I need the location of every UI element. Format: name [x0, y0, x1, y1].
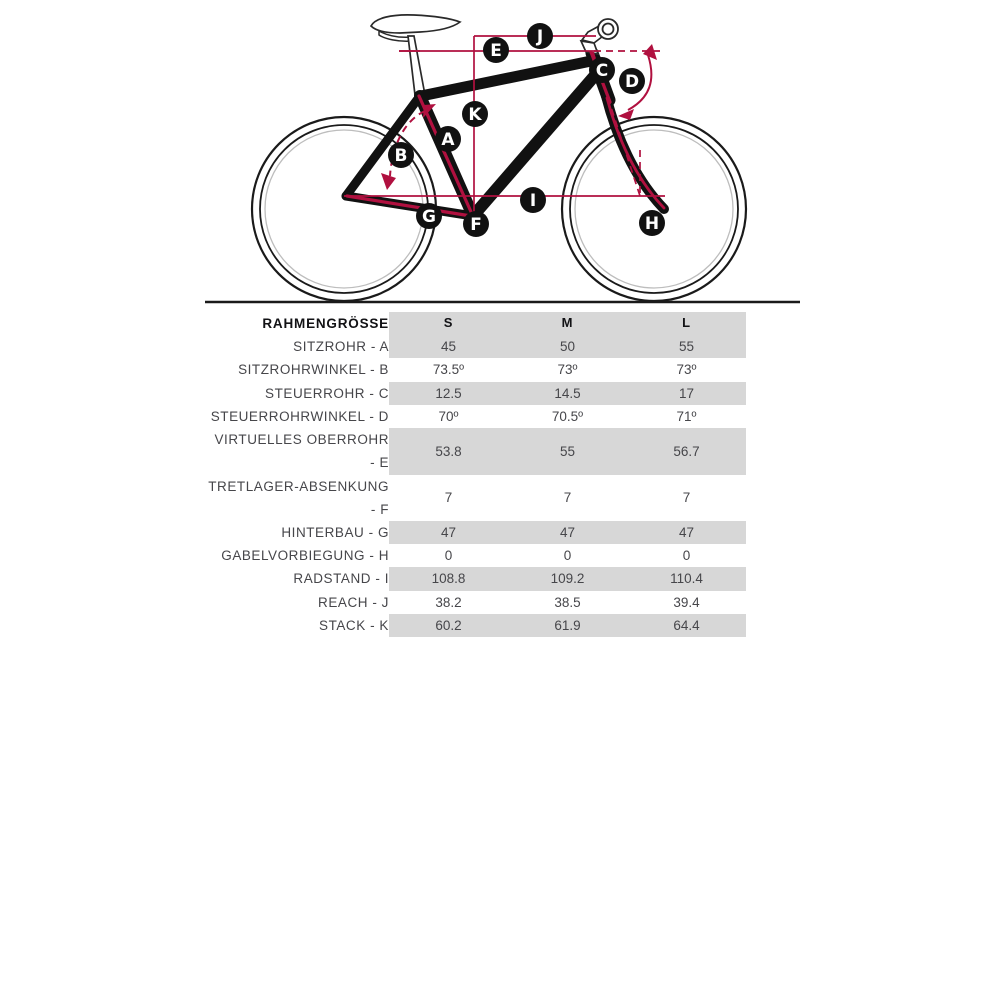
badge-h	[639, 210, 665, 236]
row-value-m: 47	[508, 521, 627, 544]
geometry-table-wrap	[0, 312, 997, 637]
spacer-cell	[0, 591, 208, 614]
seatpost	[408, 36, 425, 95]
row-value-s: 45	[389, 335, 508, 358]
spacer-cell	[746, 358, 997, 381]
badge-k-label: K	[468, 105, 482, 125]
badge-e	[483, 37, 509, 63]
spacer-cell	[746, 405, 997, 428]
badge-i-label: I	[529, 191, 537, 211]
spacer-cell	[0, 544, 208, 567]
row-value-s: 73.5º	[389, 358, 508, 381]
spacer-cell	[0, 428, 208, 474]
row-value-s: 60.2	[389, 614, 508, 637]
row-label: RADSTAND - I	[293, 571, 389, 587]
table-row	[0, 405, 997, 428]
badge-c	[589, 57, 615, 83]
spacer-cell	[0, 312, 208, 335]
spacer-cell	[0, 405, 208, 428]
spacer-cell	[746, 475, 997, 521]
row-value-m: 7	[508, 475, 627, 521]
spacer-cell	[746, 591, 997, 614]
row-label: STACK - K	[319, 617, 389, 633]
row-label: GABELVORBIEGUNG - H	[221, 548, 389, 564]
row-label: HINTERBAU - G	[281, 524, 389, 540]
row-value-l: 55	[627, 335, 746, 358]
row-value-m: 0	[508, 544, 627, 567]
row-value-l: 39.4	[627, 591, 746, 614]
badge-a-label: A	[441, 130, 455, 150]
table-row	[0, 591, 997, 614]
geometry-table	[0, 312, 997, 637]
table-row	[0, 358, 997, 381]
table-row	[0, 428, 997, 474]
badge-b	[388, 142, 414, 168]
spacer-cell	[746, 312, 997, 335]
row-value-s: 12.5	[389, 382, 508, 405]
row-value-m: 73º	[508, 358, 627, 381]
row-value-m: 14.5	[508, 382, 627, 405]
row-value-s: 108.8	[389, 567, 508, 590]
spacer-cell	[746, 382, 997, 405]
row-value-s: 53.8	[389, 428, 508, 474]
row-value-m: 109.2	[508, 567, 627, 590]
badge-g-label: G	[422, 207, 436, 227]
row-value-s: 47	[389, 521, 508, 544]
row-value-l: 73º	[627, 358, 746, 381]
row-label: TRETLAGER-ABSENKUNG - F	[208, 478, 389, 517]
row-value-l: 17	[627, 382, 746, 405]
row-value-l: 56.7	[627, 428, 746, 474]
row-label: SITZROHRWINKEL - B	[238, 362, 389, 378]
row-value-s: 70º	[389, 405, 508, 428]
badge-d	[619, 68, 645, 94]
badge-c-label: C	[595, 61, 609, 81]
spacer-cell	[746, 335, 997, 358]
bike-geometry-diagram	[0, 0, 997, 312]
spacer-cell	[0, 521, 208, 544]
row-label: STEUERROHR - C	[265, 385, 389, 401]
front-wheel	[562, 117, 746, 301]
table-row	[0, 544, 997, 567]
row-value-l: 71º	[627, 405, 746, 428]
spacer-cell	[0, 335, 208, 358]
row-label: REACH - J	[318, 594, 389, 610]
header-size-l: L	[627, 312, 746, 335]
row-value-l: 7	[627, 475, 746, 521]
row-value-l: 0	[627, 544, 746, 567]
spacer-cell	[0, 358, 208, 381]
row-value-m: 55	[508, 428, 627, 474]
badge-f-label: F	[470, 215, 482, 235]
spacer-cell	[0, 567, 208, 590]
row-value-s: 7	[389, 475, 508, 521]
header-label-cell: RAHMENGRÖSSE	[262, 316, 389, 331]
geometry-table-body	[0, 312, 997, 637]
row-value-m: 50	[508, 335, 627, 358]
spacer-cell	[0, 475, 208, 521]
row-value-m: 38.5	[508, 591, 627, 614]
row-value-s: 38.2	[389, 591, 508, 614]
badge-i	[520, 187, 546, 213]
badge-j-label: J	[536, 27, 544, 47]
spacer-cell	[746, 544, 997, 567]
row-label: VIRTUELLES OBERROHR - E	[214, 432, 389, 471]
row-value-m: 70.5º	[508, 405, 627, 428]
table-row	[0, 614, 997, 637]
badge-a	[435, 126, 461, 152]
top-tube	[421, 60, 596, 96]
badge-e-label: E	[490, 41, 502, 61]
row-value-l: 47	[627, 521, 746, 544]
row-label: STEUERROHRWINKEL - D	[210, 408, 389, 424]
table-row	[0, 382, 997, 405]
spacer-cell	[0, 614, 208, 637]
table-row	[0, 335, 997, 358]
table-row	[0, 567, 997, 590]
badge-b-label: B	[394, 146, 408, 166]
row-value-l: 64.4	[627, 614, 746, 637]
spacer-cell	[0, 382, 208, 405]
row-value-l: 110.4	[627, 567, 746, 590]
table-row	[0, 475, 997, 521]
bike-diagram-svg	[0, 0, 997, 312]
saddle	[371, 15, 460, 41]
row-label: SITZROHR - A	[293, 339, 389, 355]
spacer-cell	[746, 428, 997, 474]
header-size-s: S	[389, 312, 508, 335]
table-row	[0, 521, 997, 544]
badge-f	[463, 211, 489, 237]
badge-g	[416, 203, 442, 229]
header-size-m: M	[508, 312, 627, 335]
row-value-m: 61.9	[508, 614, 627, 637]
spacer-cell	[746, 567, 997, 590]
row-value-s: 0	[389, 544, 508, 567]
badge-h-label: H	[644, 214, 660, 234]
badge-k	[462, 101, 488, 127]
badge-d-label: D	[624, 72, 640, 92]
badge-j	[527, 23, 553, 49]
spacer-cell	[746, 614, 997, 637]
table-header-row	[0, 312, 997, 335]
spacer-cell	[746, 521, 997, 544]
